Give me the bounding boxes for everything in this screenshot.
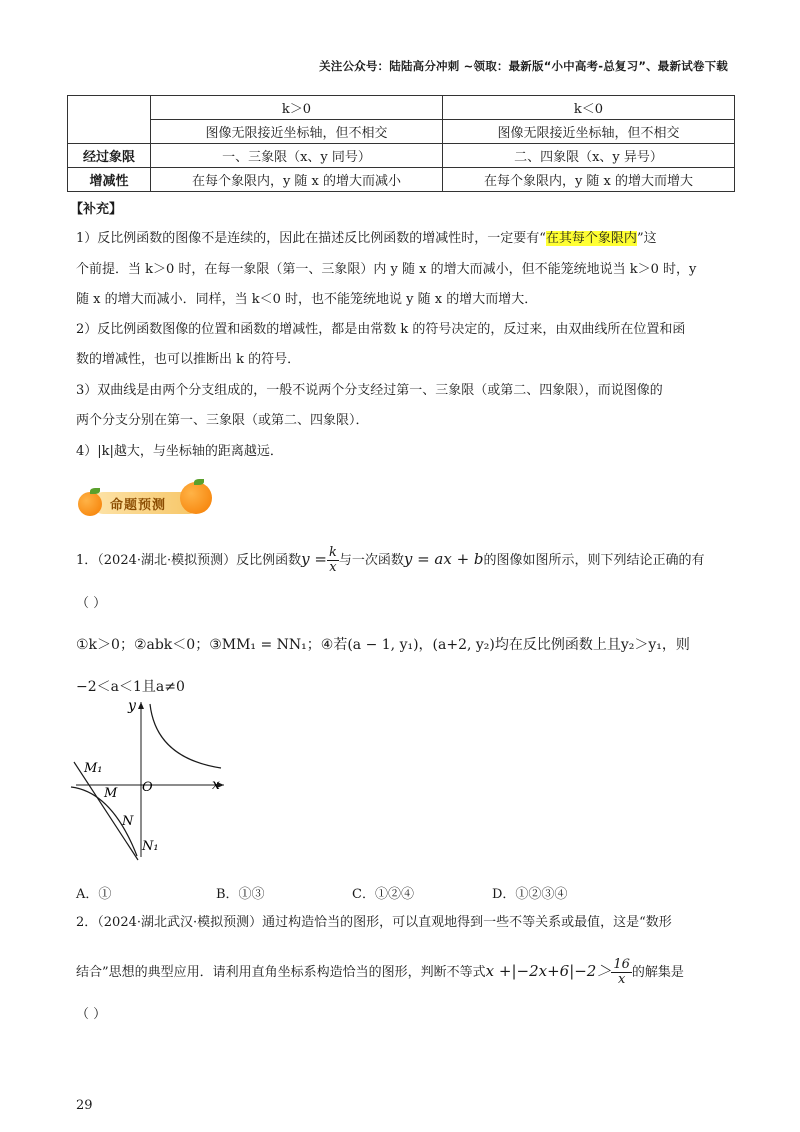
text-run: 1．（2024·湖北·模拟预测）反比例函数: [76, 553, 302, 568]
question-2-line-1: 2．（2024·湖北武汉·模拟预测）通过构造恰当的图形，可以直观地得到一些不等关系或最值，这是“数形: [76, 915, 672, 930]
y-axis-arrow: [138, 702, 144, 709]
text-run: ”这: [636, 231, 657, 246]
supplement-paragraph-2-line-2: 数的增减性，也可以推断出 k 的符号．: [76, 352, 301, 367]
text-run: 与一次函数: [338, 553, 404, 568]
table-cell: 图像无限接近坐标轴，但不相交: [443, 120, 735, 144]
table-head-left: k＞0: [151, 96, 443, 120]
math-run: y = ax + b: [403, 550, 484, 568]
table-cell: 一、三象限（x、y 同号）: [151, 144, 443, 168]
option-a[interactable]: A．①: [76, 887, 112, 902]
text-run: 结合”思想的典型应用．请利用直角坐标系构造恰当的图形，判断不等式: [76, 965, 486, 980]
linear-function-line: [74, 762, 138, 860]
question-1-answer-paren: （ ）: [76, 596, 107, 611]
fraction-denominator: x: [329, 560, 337, 575]
supplement-paragraph-2: 2）反比例函数图像的位置和函数的增减性，都是由常数 k 的符号决定的，反过来，由双曲线所在位置和函: [76, 322, 686, 337]
math-run: x +|−2x+6|−2＞: [485, 962, 612, 980]
properties-table: [67, 95, 735, 192]
option-b[interactable]: B．①③: [216, 887, 265, 902]
fraction: [611, 958, 632, 987]
math-run: y =: [301, 550, 327, 568]
orange-icon: [180, 482, 212, 514]
label-n1: N₁: [142, 839, 159, 854]
text-run: 1）反比例函数的图像不是连续的，因此在描述反比例函数的增减性时，一定要有“: [76, 231, 546, 246]
fraction: [327, 546, 339, 575]
table-cell: 二、四象限（x、y 异号）: [443, 144, 735, 168]
label-y: y: [128, 698, 136, 714]
question-2-answer-paren: （ ）: [76, 1007, 107, 1022]
label-origin: O: [142, 780, 153, 795]
table-cell: 在每个象限内，y 随 x 的增大而减小: [151, 168, 443, 192]
supplement-paragraph-1-line-2: 个前提．当 k＞0 时，在每一象限（第一、三象限）内 y 随 x 的增大而减小，但不能笼统地说当 k＞0 时，y: [76, 262, 697, 277]
question-1-stem: [76, 546, 705, 575]
leaf-icon: [90, 488, 100, 494]
highlighted-phrase: 在其每个象限内: [545, 231, 637, 246]
question-2-line-2: [76, 958, 684, 987]
text-run: 的图像如图所示，则下列结论正确的有: [483, 553, 705, 568]
question-1-statements: ①k＞0；②abk＜0；③MM₁ = NN₁；④若(a − 1, y₁)，(a+2, y₂)均在反比例函数上且y₂＞y₁，则: [76, 637, 690, 653]
section-badge: [76, 482, 212, 520]
supplement-paragraph-1: [76, 228, 736, 250]
label-m1: M₁: [84, 761, 103, 776]
badge-label: 命题预测: [110, 498, 167, 513]
option-d[interactable]: D．①②③④: [492, 887, 568, 902]
option-c[interactable]: C．①②④: [352, 887, 414, 902]
label-x: x: [212, 777, 220, 793]
fraction-numerator: k: [328, 545, 337, 560]
page-header: 关注公众号：陆陆高分冲刺 ~领取：最新版“小中高考-总复习”、最新试卷下载: [319, 59, 728, 73]
supplement-paragraph-1-line-3: 随 x 的增大而减小．同样，当 k＜0 时，也不能笼统地说 y 随 x 的增大而增大．: [76, 292, 538, 307]
supplement-title: 【补充】: [70, 202, 123, 217]
supplement-paragraph-4: 4）|k|越大，与坐标轴的距离越远．: [76, 444, 283, 459]
leaf-icon: [194, 479, 204, 485]
label-m: M: [104, 786, 118, 801]
supplement-paragraph-3-line-2: 两个分支分别在第一、三象限（或第二、四象限）．: [76, 413, 369, 428]
supplement-paragraph-3: 3）双曲线是由两个分支组成的，一般不说两个分支经过第一、三象限（或第二、四象限），而说图像的: [76, 383, 663, 398]
hyperbola-branch-upper: [150, 704, 221, 768]
table-corner-cell: [68, 96, 151, 144]
table-cell: 图像无限接近坐标轴，但不相交: [151, 120, 443, 144]
label-n: N: [122, 814, 134, 829]
orange-icon: [78, 492, 102, 516]
question-1-options: [76, 883, 736, 903]
question-1-range: −2＜a＜1且a≠0: [76, 679, 185, 695]
text-run: 的解集是: [631, 965, 684, 980]
table-cell: 在每个象限内，y 随 x 的增大而增大: [443, 168, 735, 192]
table-row-label: 经过象限: [68, 144, 151, 168]
question-1-figure: [66, 694, 236, 864]
table-row-label: 增减性: [68, 168, 151, 192]
table-head-right: k＜0: [443, 96, 735, 120]
fraction-denominator: x: [617, 972, 626, 987]
fraction-numerator: 16: [613, 957, 630, 972]
page-number: 29: [76, 1098, 93, 1113]
